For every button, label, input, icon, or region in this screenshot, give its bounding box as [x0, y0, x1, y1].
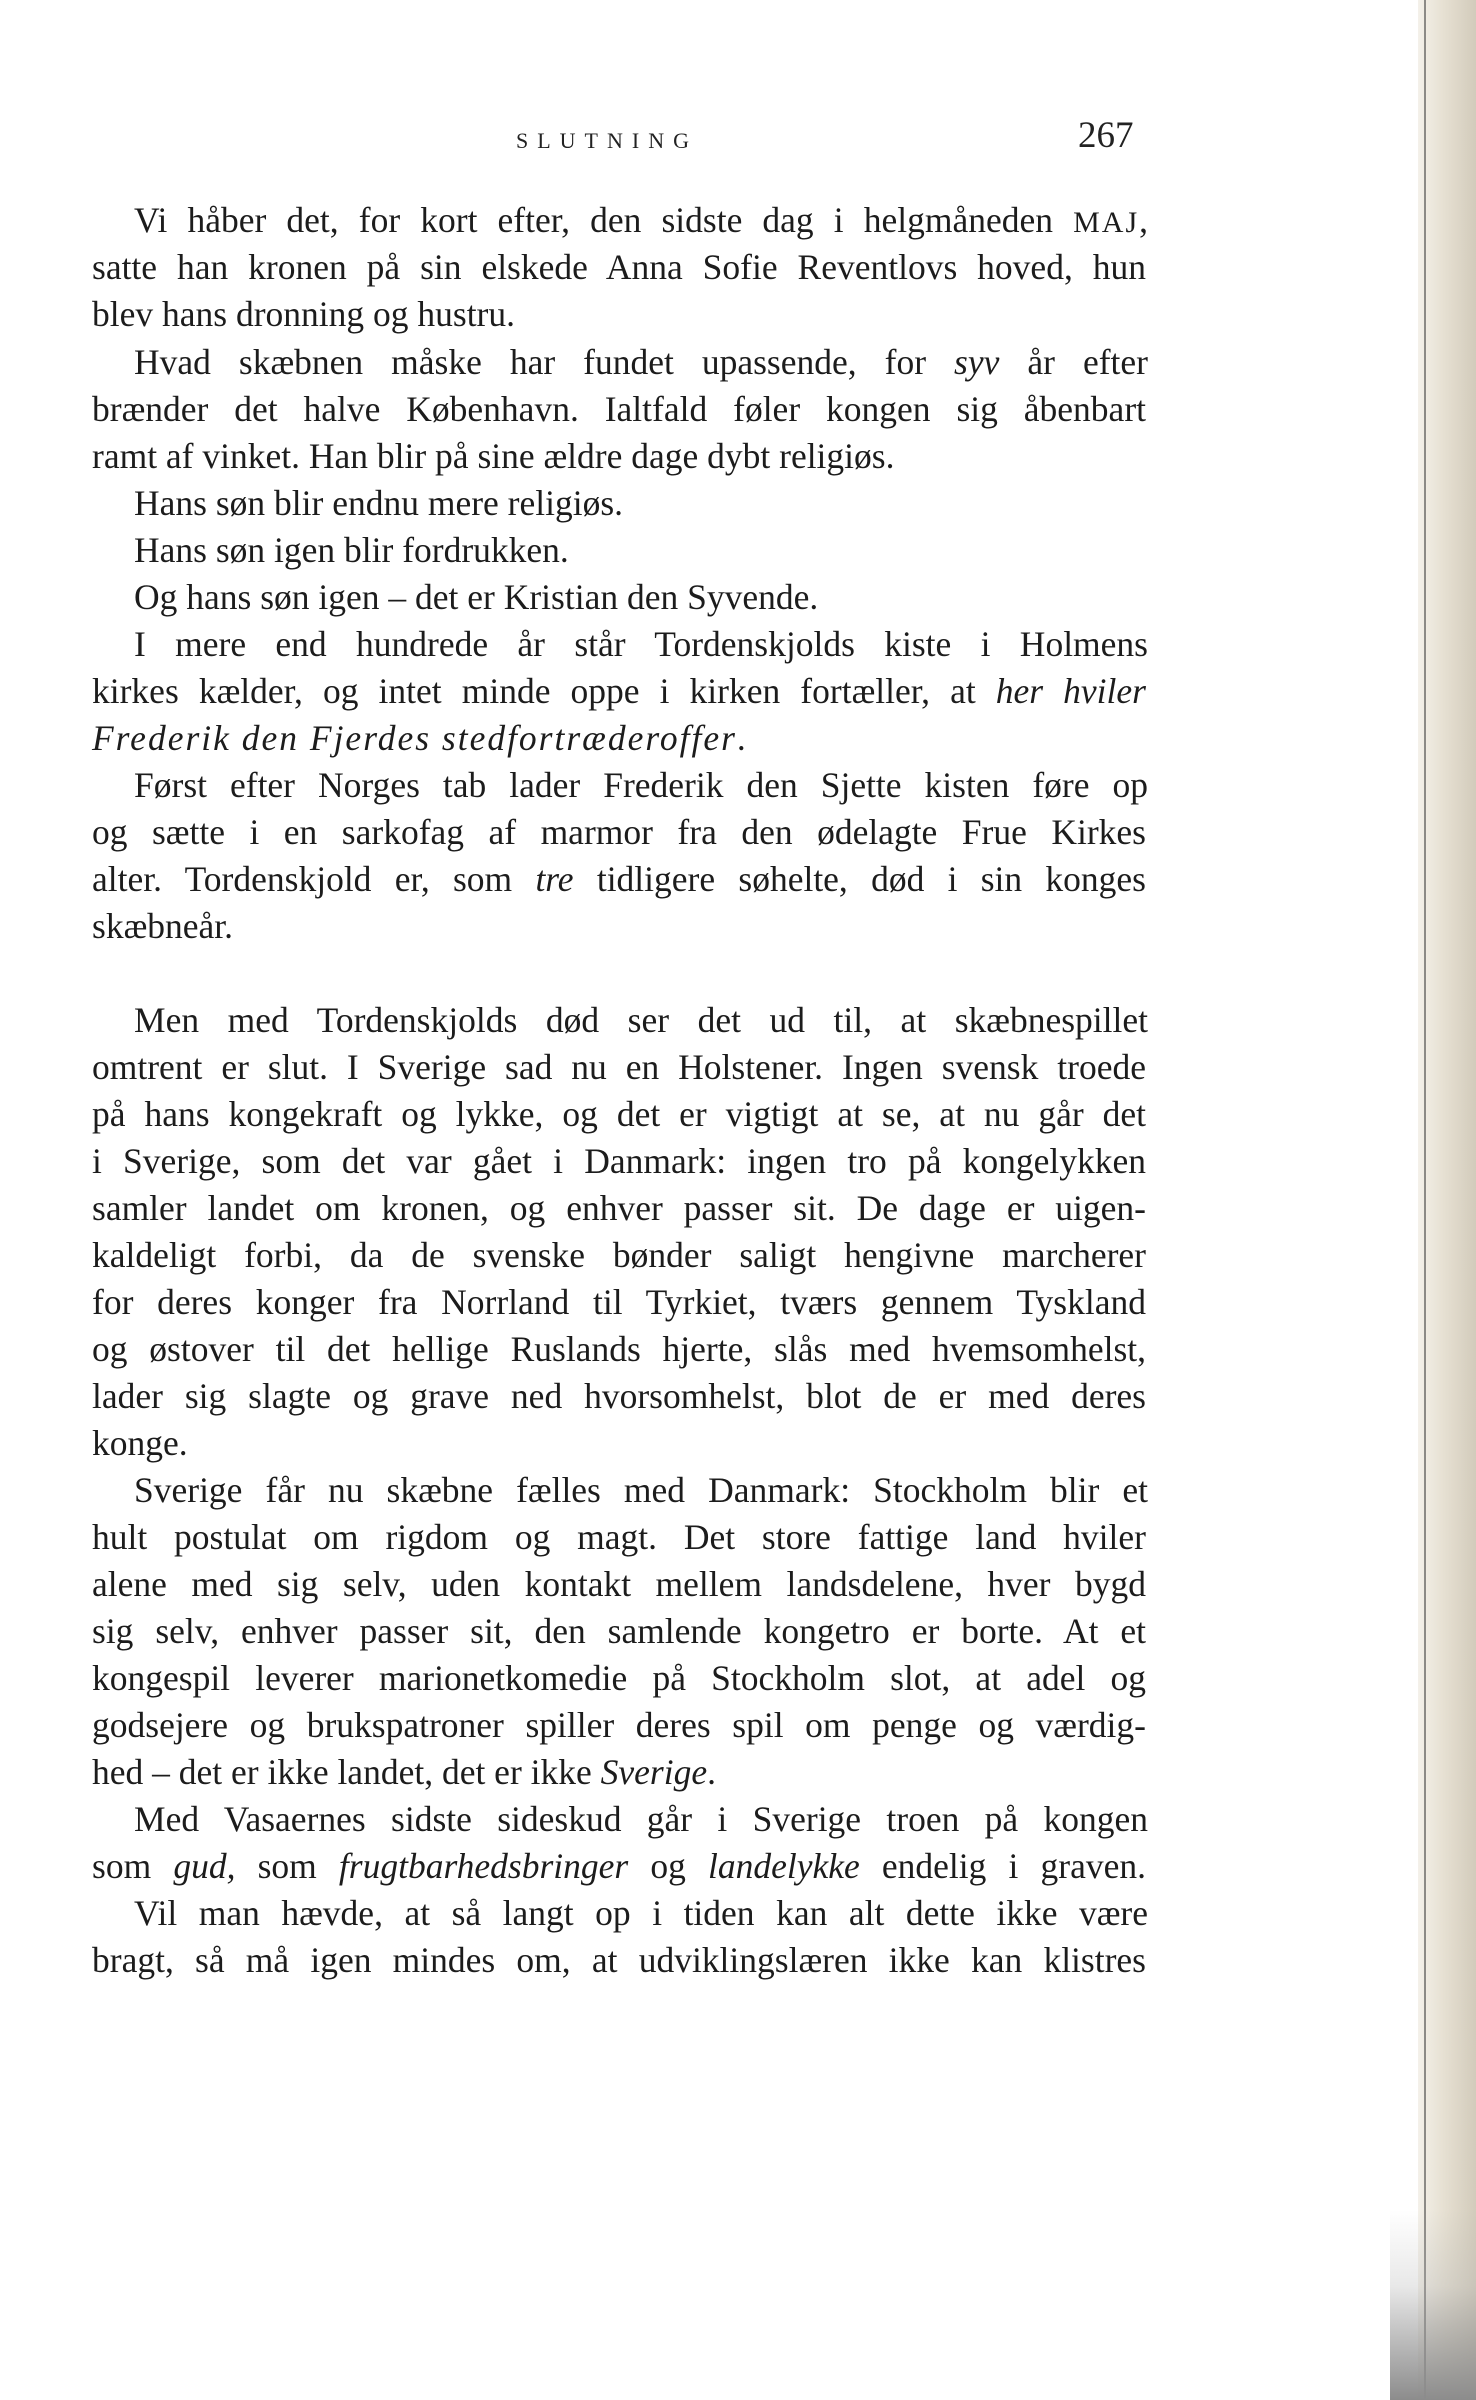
text-line: sig selv, enhver passer sit, den samlende kongetro er borte. At et [92, 1611, 1146, 1651]
text-line: og sætte i en sarkofag af marmor fra den ødelagte Frue Kirkes [92, 812, 1146, 852]
text-line: Først efter Norges tab lader Frederik den Sjette kisten føre op [134, 765, 1148, 805]
text-line: Vil man hævde, at så langt op i tiden kan alt dette ikke være [134, 1893, 1148, 1933]
page-edge-line [1424, 0, 1426, 2400]
page-number: 267 [1078, 115, 1134, 156]
text-line: satte han kronen på sin elskede Anna Sofie Reventlovs hoved, hun [92, 247, 1146, 287]
text-line: brænder det halve København. Ialtfald føler kongen sig åbenbart [92, 389, 1146, 429]
text-line: Men med Tordenskjolds død ser det ud til, at skæbnespillet [134, 1000, 1148, 1040]
text-line: kaldeligt forbi, da de svenske bønder saligt hengivne marcherer [92, 1235, 1146, 1275]
text-line: Frederik den Fjerdes stedfortræderoffer. [92, 718, 748, 758]
text-line: og østover til det hellige Ruslands hjerte, slås med hvemsomhelst, [92, 1329, 1146, 1369]
text-line: Vi håber det, for kort efter, den sidste dag i helgmåneden MAJ, [134, 200, 1148, 240]
text-line: bragt, så må igen mindes om, at udviklingslæren ikke kan klistres [92, 1940, 1146, 1980]
text-line: Sverige får nu skæbne fælles med Danmark: Stockholm blir et [134, 1470, 1148, 1510]
text-line: på hans kongekraft og lykke, og det er vigtigt at se, at nu går det [92, 1094, 1146, 1134]
text-line: samler landet om kronen, og enhver passer sit. De dage er uigen- [92, 1188, 1146, 1228]
text-line: kongespil leverer marionetkomedie på Stockholm slot, at adel og [92, 1658, 1146, 1698]
text-line: alene med sig selv, uden kontakt mellem landsdelene, hver bygd [92, 1564, 1146, 1604]
text-line: alter. Tordenskjold er, som tre tidligere søhelte, død i sin konges [92, 859, 1146, 899]
text-line: omtrent er slut. I Sverige sad nu en Holstener. Ingen svensk troede [92, 1047, 1146, 1087]
text-line: skæbneår. [92, 906, 233, 946]
text-line: blev hans dronning og hustru. [92, 294, 516, 334]
text-line: hed – det er ikke landet, det er ikke Sverige. [92, 1752, 716, 1792]
page-edge-shadow [1390, 2210, 1476, 2400]
text-line: Hvad skæbnen måske har fundet upassende, for syv år efter [134, 342, 1148, 382]
text-line: konge. [92, 1423, 188, 1463]
text-line: kirkes kælder, og intet minde oppe i kirken fortæller, at her hviler [92, 671, 1146, 711]
text-line: som gud, som frugtbarhedsbringer og landelykke endelig i graven. [92, 1846, 1146, 1886]
text-line: lader sig slagte og grave ned hvorsomhelst, blot de er med deres [92, 1376, 1146, 1416]
text-line: I mere end hundrede år står Tordenskjolds kiste i Holmens [134, 624, 1148, 664]
text-line: Hans søn blir endnu mere religiøs. [134, 483, 624, 523]
text-line: godsejere og brukspatroner spiller deres spil om penge og værdig- [92, 1705, 1146, 1745]
text-line: i Sverige, som det var gået i Danmark: ingen tro på kongelykken [92, 1141, 1146, 1181]
text-line: Hans søn igen blir fordrukken. [134, 530, 569, 570]
text-line: Med Vasaernes sidste sideskud går i Sverige troen på kongen [134, 1799, 1148, 1839]
text-line: Og hans søn igen – det er Kristian den Syvende. [134, 577, 819, 617]
text-line: hult postulat om rigdom og magt. Det store fattige land hviler [92, 1517, 1146, 1557]
page-edge [1418, 0, 1476, 2400]
text-line: ramt af vinket. Han blir på sine ældre dage dybt religiøs. [92, 436, 895, 476]
text-line: for deres konger fra Norrland til Tyrkiet, tværs gennem Tyskland [92, 1282, 1146, 1322]
running-head: SLUTNING [516, 128, 698, 153]
